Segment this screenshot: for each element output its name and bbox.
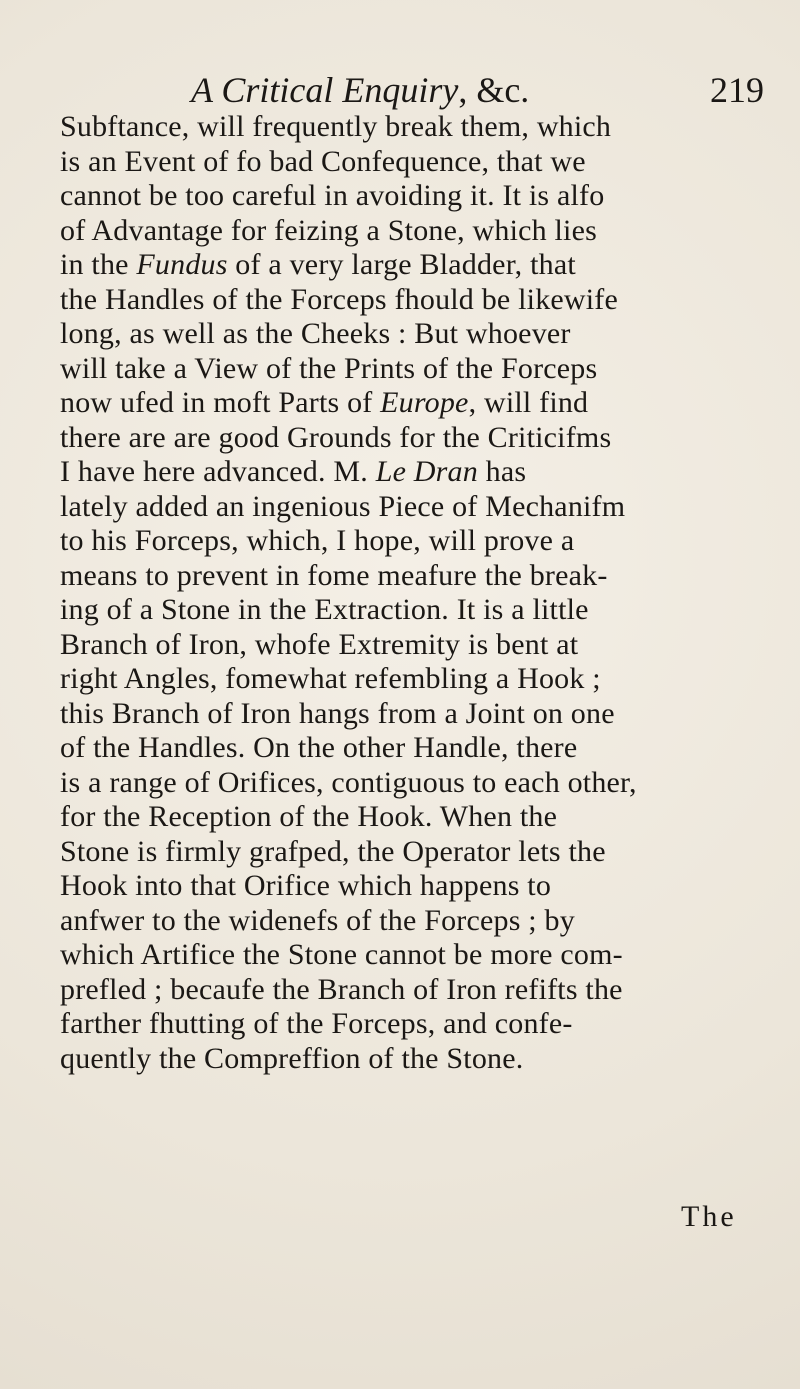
text-line <box>60 490 760 525</box>
text-segment: anfwer to the widenefs of the Forceps ; by <box>60 903 575 937</box>
text-line <box>60 179 760 214</box>
italic-text: Le Dran <box>375 455 478 488</box>
text-line <box>60 628 760 663</box>
text-line <box>60 800 760 835</box>
text-line <box>60 973 760 1008</box>
text-line <box>60 421 760 456</box>
page-number: 219 <box>710 70 764 110</box>
text-segment: of the Handles. On the other Handle, there <box>60 731 578 764</box>
text-segment: Stone is firmly grafped, the Operator lets the <box>60 834 606 868</box>
text-segment: prefled ; becaufe the Branch of Iron refifts the <box>60 972 623 1006</box>
text-line <box>60 352 760 387</box>
text-line <box>60 869 760 904</box>
text-segment: is a range of Orifices, contiguous to each other, <box>60 765 637 799</box>
text-line <box>60 593 760 628</box>
text-line <box>60 938 760 973</box>
text-line <box>60 697 760 732</box>
text-line <box>60 386 760 421</box>
text-segment: I have here advanced. M. <box>60 455 376 488</box>
text-segment: now ufed in moft Parts of <box>60 386 381 419</box>
text-segment: of Advantage for feizing a Stone, which lies <box>60 213 597 247</box>
text-segment: which Artifice the Stone cannot be more com- <box>60 938 623 971</box>
text-segment: the Handles of the Forceps fhould be likewife <box>60 282 619 316</box>
text-line <box>60 248 760 283</box>
text-line <box>60 559 760 594</box>
catchword: The <box>681 1200 737 1233</box>
text-line <box>60 835 760 870</box>
text-line <box>60 1007 760 1042</box>
text-segment: of a very large Bladder, that <box>227 248 576 281</box>
text-line <box>60 455 760 490</box>
body-text <box>60 110 760 1076</box>
text-line <box>60 283 760 318</box>
text-segment: Subftance, will frequently break them, which <box>60 110 612 143</box>
text-segment: will take a View of the Prints of the Forceps <box>60 351 598 385</box>
text-segment: there are are good Grounds for the Criticifms <box>60 420 612 454</box>
text-segment: is an Event of fo bad Confequence, that we <box>60 144 586 178</box>
text-segment: quently the Compreffion of the Stone. <box>60 1041 524 1075</box>
running-title-italic: A Critical Enquiry <box>191 70 459 110</box>
text-line <box>60 662 760 697</box>
text-segment: has <box>477 455 527 488</box>
running-title-suffix: , &c. <box>458 70 530 110</box>
italic-text: Europe <box>380 386 469 419</box>
text-line <box>60 110 760 145</box>
text-line <box>60 904 760 939</box>
text-segment: Branch of Iron, whofe Extremity is bent at <box>60 627 579 661</box>
text-line <box>60 524 760 559</box>
text-segment: to his Forceps, which, I hope, will prove a <box>60 524 575 557</box>
text-line <box>60 317 760 352</box>
text-segment: Hook into that Orifice which happens to <box>60 869 552 902</box>
text-segment: this Branch of Iron hangs from a Joint on one <box>60 696 615 730</box>
text-segment: for the Reception of the Hook. When the <box>60 800 558 833</box>
text-segment: cannot be too careful in avoiding it. It is alfo <box>60 179 605 212</box>
text-line <box>60 731 760 766</box>
italic-text: Fundus <box>136 248 228 281</box>
text-line <box>60 145 760 180</box>
text-segment: means to prevent in fome meafure the break- <box>60 558 608 592</box>
text-segment: lately added an ingenious Piece of Mechanifm <box>60 489 626 523</box>
running-title <box>191 68 529 112</box>
text-segment: right Angles, fomewhat refembling a Hook ; <box>60 662 601 695</box>
text-line <box>60 766 760 801</box>
text-segment: in the <box>60 248 137 281</box>
text-segment: long, as well as the Cheeks : But whoever <box>60 317 571 350</box>
text-line <box>60 214 760 249</box>
text-segment: , will find <box>468 386 589 419</box>
text-segment: farther fhutting of the Forceps, and confe- <box>60 1007 573 1040</box>
text-line <box>60 1042 760 1077</box>
text-segment: ing of a Stone in the Extraction. It is a little <box>60 593 589 626</box>
